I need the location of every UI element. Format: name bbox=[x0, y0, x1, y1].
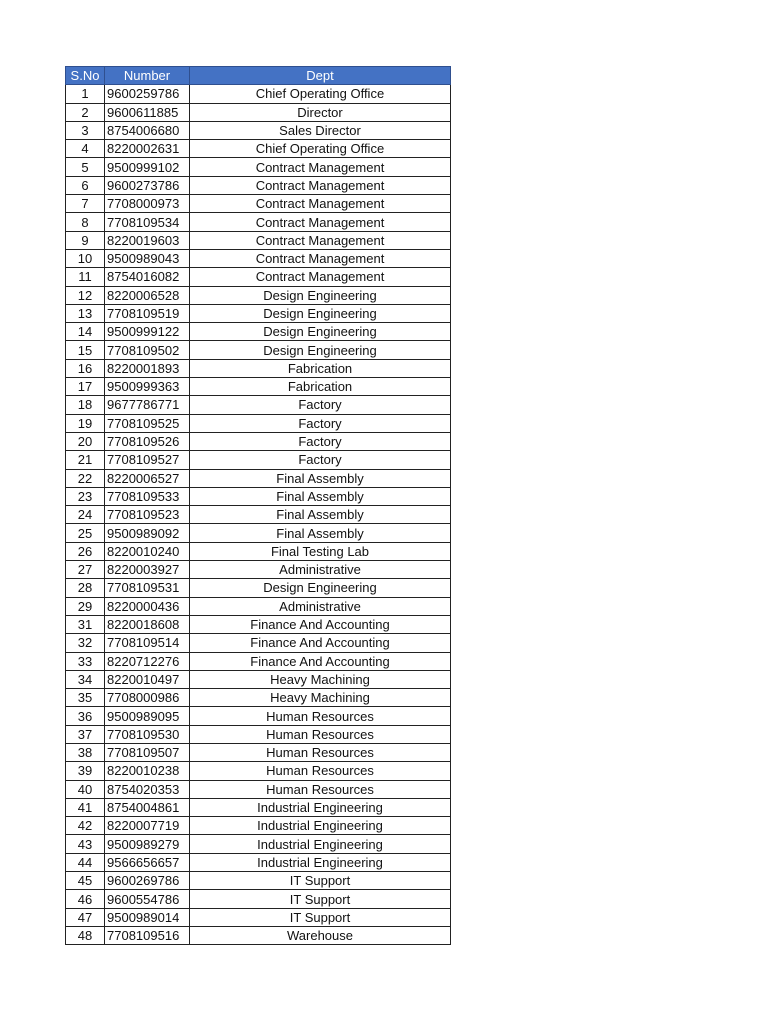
table-row bbox=[66, 762, 451, 780]
table-row bbox=[66, 268, 451, 286]
cell-sno: 29 bbox=[66, 597, 105, 615]
table-row bbox=[66, 414, 451, 432]
table-row bbox=[66, 469, 451, 487]
header-row bbox=[66, 67, 451, 85]
table-row bbox=[66, 432, 451, 450]
table-row bbox=[66, 725, 451, 743]
cell-number: 8220001893 bbox=[105, 359, 190, 377]
table-row bbox=[66, 323, 451, 341]
cell-sno: 28 bbox=[66, 579, 105, 597]
table-row bbox=[66, 835, 451, 853]
table-row bbox=[66, 195, 451, 213]
cell-sno: 25 bbox=[66, 524, 105, 542]
cell-sno: 4 bbox=[66, 140, 105, 158]
cell-sno: 8 bbox=[66, 213, 105, 231]
table-row bbox=[66, 615, 451, 633]
table-row bbox=[66, 908, 451, 926]
cell-sno: 11 bbox=[66, 268, 105, 286]
cell-number: 9600611885 bbox=[105, 103, 190, 121]
cell-dept: Director bbox=[190, 103, 451, 121]
cell-dept: Warehouse bbox=[190, 926, 451, 944]
cell-sno: 40 bbox=[66, 780, 105, 798]
cell-dept: Finance And Accounting bbox=[190, 615, 451, 633]
cell-number: 7708109523 bbox=[105, 506, 190, 524]
cell-sno: 46 bbox=[66, 890, 105, 908]
cell-number: 7708000973 bbox=[105, 195, 190, 213]
cell-dept: Finance And Accounting bbox=[190, 652, 451, 670]
cell-sno: 39 bbox=[66, 762, 105, 780]
cell-dept: Final Assembly bbox=[190, 469, 451, 487]
table-row bbox=[66, 780, 451, 798]
cell-dept: Sales Director bbox=[190, 121, 451, 139]
cell-number: 9600554786 bbox=[105, 890, 190, 908]
cell-dept: Human Resources bbox=[190, 725, 451, 743]
cell-sno: 17 bbox=[66, 378, 105, 396]
cell-sno: 7 bbox=[66, 195, 105, 213]
table-row bbox=[66, 707, 451, 725]
cell-number: 9600259786 bbox=[105, 85, 190, 103]
cell-dept: Final Assembly bbox=[190, 487, 451, 505]
cell-sno: 44 bbox=[66, 853, 105, 871]
cell-number: 7708109534 bbox=[105, 213, 190, 231]
header-dept: Dept bbox=[190, 67, 451, 85]
cell-dept: Heavy Machining bbox=[190, 670, 451, 688]
table-row bbox=[66, 926, 451, 944]
table-row bbox=[66, 634, 451, 652]
cell-sno: 23 bbox=[66, 487, 105, 505]
cell-number: 7708109525 bbox=[105, 414, 190, 432]
cell-number: 8220007719 bbox=[105, 817, 190, 835]
cell-dept: Contract Management bbox=[190, 268, 451, 286]
table-row bbox=[66, 487, 451, 505]
table-row bbox=[66, 872, 451, 890]
cell-number: 7708109526 bbox=[105, 432, 190, 450]
cell-dept: Design Engineering bbox=[190, 304, 451, 322]
cell-sno: 15 bbox=[66, 341, 105, 359]
cell-number: 7708109516 bbox=[105, 926, 190, 944]
cell-number: 7708109531 bbox=[105, 579, 190, 597]
cell-sno: 34 bbox=[66, 670, 105, 688]
cell-number: 9600273786 bbox=[105, 176, 190, 194]
cell-number: 7708109527 bbox=[105, 451, 190, 469]
cell-sno: 12 bbox=[66, 286, 105, 304]
table-row bbox=[66, 524, 451, 542]
table-row bbox=[66, 542, 451, 560]
cell-sno: 32 bbox=[66, 634, 105, 652]
cell-number: 9500989095 bbox=[105, 707, 190, 725]
cell-sno: 20 bbox=[66, 432, 105, 450]
cell-number: 8220010497 bbox=[105, 670, 190, 688]
cell-sno: 24 bbox=[66, 506, 105, 524]
cell-number: 9500989043 bbox=[105, 249, 190, 267]
cell-dept: Industrial Engineering bbox=[190, 835, 451, 853]
cell-dept: Final Assembly bbox=[190, 524, 451, 542]
cell-dept: Design Engineering bbox=[190, 286, 451, 304]
cell-sno: 13 bbox=[66, 304, 105, 322]
cell-sno: 48 bbox=[66, 926, 105, 944]
cell-dept: Design Engineering bbox=[190, 341, 451, 359]
cell-sno: 37 bbox=[66, 725, 105, 743]
cell-number: 8220002631 bbox=[105, 140, 190, 158]
cell-dept: Industrial Engineering bbox=[190, 817, 451, 835]
cell-sno: 38 bbox=[66, 743, 105, 761]
cell-sno: 10 bbox=[66, 249, 105, 267]
cell-number: 8754004861 bbox=[105, 798, 190, 816]
header-sno: S.No bbox=[66, 67, 105, 85]
table-row bbox=[66, 798, 451, 816]
cell-sno: 26 bbox=[66, 542, 105, 560]
cell-dept: Design Engineering bbox=[190, 579, 451, 597]
cell-number: 9500989279 bbox=[105, 835, 190, 853]
table-row bbox=[66, 158, 451, 176]
cell-dept: Final Assembly bbox=[190, 506, 451, 524]
cell-number: 8220000436 bbox=[105, 597, 190, 615]
table-row bbox=[66, 689, 451, 707]
cell-number: 8220003927 bbox=[105, 561, 190, 579]
cell-dept: IT Support bbox=[190, 908, 451, 926]
cell-sno: 22 bbox=[66, 469, 105, 487]
cell-dept: Fabrication bbox=[190, 359, 451, 377]
cell-dept: IT Support bbox=[190, 872, 451, 890]
cell-dept: Contract Management bbox=[190, 158, 451, 176]
cell-dept: Human Resources bbox=[190, 762, 451, 780]
cell-number: 8220006528 bbox=[105, 286, 190, 304]
cell-number: 7708109533 bbox=[105, 487, 190, 505]
cell-dept: Chief Operating Office bbox=[190, 85, 451, 103]
cell-dept: Administrative bbox=[190, 597, 451, 615]
cell-dept: Design Engineering bbox=[190, 323, 451, 341]
cell-number: 9500999122 bbox=[105, 323, 190, 341]
cell-dept: Industrial Engineering bbox=[190, 853, 451, 871]
cell-dept: Human Resources bbox=[190, 707, 451, 725]
table-row bbox=[66, 817, 451, 835]
cell-number: 9500989092 bbox=[105, 524, 190, 542]
table-row bbox=[66, 286, 451, 304]
cell-number: 7708109507 bbox=[105, 743, 190, 761]
cell-dept: Contract Management bbox=[190, 195, 451, 213]
cell-sno: 14 bbox=[66, 323, 105, 341]
cell-number: 9500999102 bbox=[105, 158, 190, 176]
table-row bbox=[66, 213, 451, 231]
cell-sno: 21 bbox=[66, 451, 105, 469]
cell-sno: 18 bbox=[66, 396, 105, 414]
cell-sno: 6 bbox=[66, 176, 105, 194]
cell-number: 7708109514 bbox=[105, 634, 190, 652]
cell-sno: 31 bbox=[66, 615, 105, 633]
cell-sno: 47 bbox=[66, 908, 105, 926]
cell-number: 8220010240 bbox=[105, 542, 190, 560]
cell-sno: 5 bbox=[66, 158, 105, 176]
cell-sno: 41 bbox=[66, 798, 105, 816]
cell-number: 8754006680 bbox=[105, 121, 190, 139]
cell-sno: 35 bbox=[66, 689, 105, 707]
table-row bbox=[66, 85, 451, 103]
cell-number: 8754020353 bbox=[105, 780, 190, 798]
cell-number: 8220018608 bbox=[105, 615, 190, 633]
cell-dept: Final Testing Lab bbox=[190, 542, 451, 560]
cell-dept: Factory bbox=[190, 414, 451, 432]
cell-number: 9500989014 bbox=[105, 908, 190, 926]
cell-sno: 2 bbox=[66, 103, 105, 121]
table-row bbox=[66, 506, 451, 524]
table-row bbox=[66, 249, 451, 267]
cell-number: 9500999363 bbox=[105, 378, 190, 396]
cell-number: 7708109502 bbox=[105, 341, 190, 359]
cell-sno: 33 bbox=[66, 652, 105, 670]
table-row bbox=[66, 231, 451, 249]
header-number: Number bbox=[105, 67, 190, 85]
cell-number: 9677786771 bbox=[105, 396, 190, 414]
cell-sno: 16 bbox=[66, 359, 105, 377]
cell-dept: Factory bbox=[190, 396, 451, 414]
table-row bbox=[66, 579, 451, 597]
cell-sno: 3 bbox=[66, 121, 105, 139]
table-row bbox=[66, 670, 451, 688]
cell-sno: 36 bbox=[66, 707, 105, 725]
table-row bbox=[66, 121, 451, 139]
cell-number: 8220712276 bbox=[105, 652, 190, 670]
table-row bbox=[66, 853, 451, 871]
table-row bbox=[66, 176, 451, 194]
cell-dept: Factory bbox=[190, 451, 451, 469]
cell-dept: Industrial Engineering bbox=[190, 798, 451, 816]
cell-sno: 45 bbox=[66, 872, 105, 890]
cell-dept: Contract Management bbox=[190, 176, 451, 194]
cell-number: 7708109519 bbox=[105, 304, 190, 322]
cell-dept: Human Resources bbox=[190, 780, 451, 798]
table-row bbox=[66, 597, 451, 615]
table-row bbox=[66, 359, 451, 377]
table-row bbox=[66, 451, 451, 469]
cell-number: 8220019603 bbox=[105, 231, 190, 249]
cell-dept: Contract Management bbox=[190, 213, 451, 231]
table-row bbox=[66, 304, 451, 322]
cell-dept: Chief Operating Office bbox=[190, 140, 451, 158]
cell-sno: 9 bbox=[66, 231, 105, 249]
table-row bbox=[66, 396, 451, 414]
table-body bbox=[66, 85, 451, 945]
table-row bbox=[66, 103, 451, 121]
cell-dept: Heavy Machining bbox=[190, 689, 451, 707]
table-row bbox=[66, 743, 451, 761]
cell-number: 7708000986 bbox=[105, 689, 190, 707]
cell-dept: Finance And Accounting bbox=[190, 634, 451, 652]
cell-sno: 27 bbox=[66, 561, 105, 579]
table-row bbox=[66, 652, 451, 670]
cell-number: 7708109530 bbox=[105, 725, 190, 743]
cell-dept: Human Resources bbox=[190, 743, 451, 761]
cell-dept: Contract Management bbox=[190, 231, 451, 249]
cell-number: 8754016082 bbox=[105, 268, 190, 286]
cell-number: 9566656657 bbox=[105, 853, 190, 871]
table-row bbox=[66, 890, 451, 908]
cell-number: 8220010238 bbox=[105, 762, 190, 780]
cell-number: 9600269786 bbox=[105, 872, 190, 890]
table-row bbox=[66, 140, 451, 158]
table-row bbox=[66, 341, 451, 359]
department-phone-table bbox=[65, 66, 451, 945]
cell-sno: 43 bbox=[66, 835, 105, 853]
cell-sno: 1 bbox=[66, 85, 105, 103]
cell-dept: Fabrication bbox=[190, 378, 451, 396]
cell-number: 8220006527 bbox=[105, 469, 190, 487]
cell-dept: Factory bbox=[190, 432, 451, 450]
cell-dept: Contract Management bbox=[190, 249, 451, 267]
cell-sno: 19 bbox=[66, 414, 105, 432]
table-row bbox=[66, 378, 451, 396]
cell-dept: IT Support bbox=[190, 890, 451, 908]
cell-sno: 42 bbox=[66, 817, 105, 835]
cell-dept: Administrative bbox=[190, 561, 451, 579]
table-row bbox=[66, 561, 451, 579]
